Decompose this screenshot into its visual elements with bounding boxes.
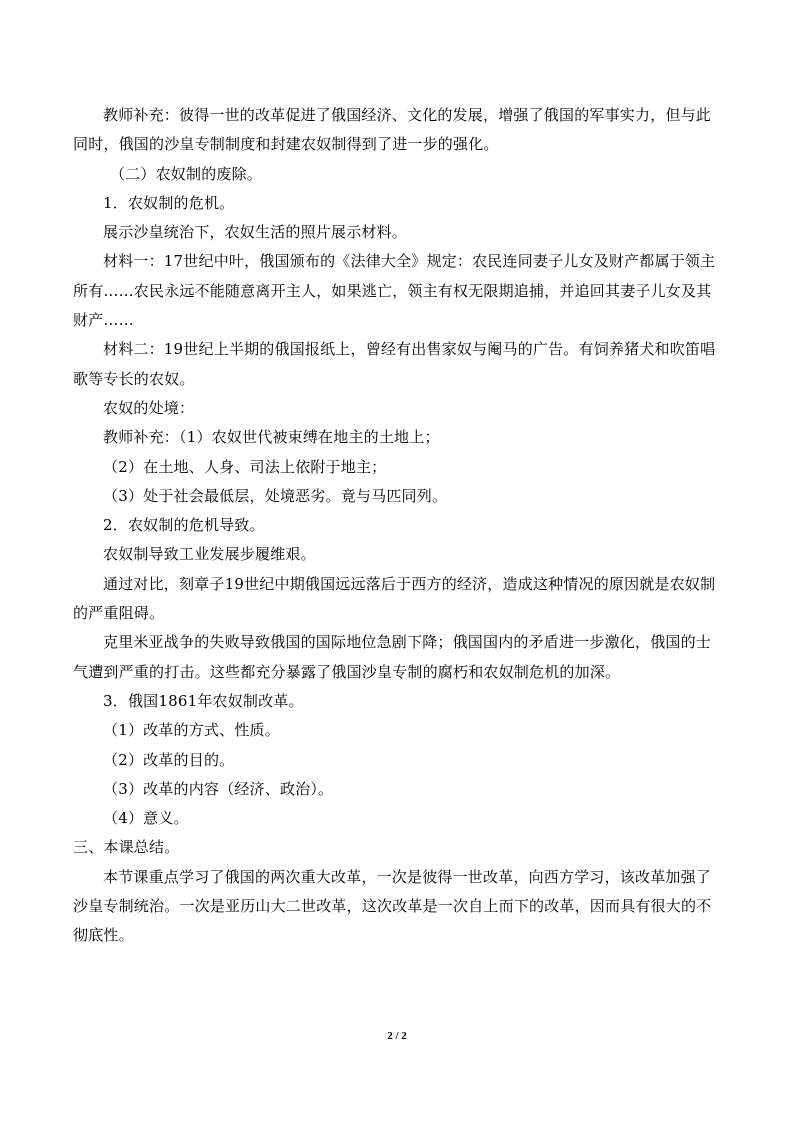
paragraph-industry-hindered: 农奴制导致工业发展步履维艰。 (103, 545, 316, 564)
page-number: 2 / 2 (387, 1030, 407, 1042)
list-item-reform-3: （3）改革的内容（经济、政治）。 (103, 779, 334, 798)
paragraph-material-two: 材料二：19世纪上半期的俄国报纸上，曾经有出售家奴与阉马的广告。有饲养猪犬和吹笛唱歌等专长的农奴。 (73, 340, 716, 388)
paragraph-comparison: 通过对比，刻章子19世纪中期俄国远远落后于西方的经济，造成这种情况的原因就是农奴制的严重阻碍。 (73, 574, 716, 623)
subheading-serfdom-crisis: 1．农奴制的危机。 (103, 193, 235, 212)
document-body (73, 101, 723, 951)
list-item-situation-3: （3）处于社会最低层，处境恶劣。竟与马匹同列。 (103, 486, 448, 505)
list-item-reform-4: （4）意义。 (103, 809, 189, 828)
paragraph-teacher-supplement-peter: 教师补充：彼得一世的改革促进了俄国经济、文化的发展，增强了俄国的军事实力，但与此同时，俄国的沙皇专制制度和封建农奴制得到了进一步的强化。 (73, 106, 712, 154)
paragraph-serf-situation: 农奴的处境： (103, 398, 195, 417)
paragraph-material-one: 材料一：17世纪中叶，俄国颁布的《法律大全》规定：农民连同妻子儿女及财产都属于领主所有……农民永远不能随意离开主人，如果逃亡，领主有权无限期追捕，并追回其妻子儿女及其财产…… (73, 252, 716, 330)
paragraph-show-photos: 展示沙皇统治下，农奴生活的照片展示材料。 (103, 223, 408, 242)
paragraph-summary: 本节课重点学习了俄国的两次重大改革，一次是彼得一世改革，向西方学习，该改革加强了沙皇专制统治。一次是亚历山大二世改革，这次改革是一次自上而下的改革，因而具有很大的不彻底性。 (73, 867, 712, 945)
section-heading-serfdom-abolition: （二）农奴制的废除。 (110, 164, 263, 183)
list-item-reform-1: （1）改革的方式、性质。 (103, 721, 280, 740)
list-item-situation-2: （2）在土地、人身、司法上依附于地主； (103, 457, 387, 476)
section-heading-summary: 三、本课总结。 (73, 838, 180, 857)
list-item-reform-2: （2）改革的目的。 (103, 750, 235, 769)
list-item-situation-1: 教师补充：（1）农奴世代被束缚在地主的土地上； (103, 428, 440, 447)
subheading-1861-reform: 3．俄国1861年农奴制改革。 (103, 691, 304, 710)
paragraph-crimean-war: 克里米亚战争的失败导致俄国的国际地位急剧下降；俄国国内的矛盾进一步激化，俄国的士气遭到严重的打击。这些都充分暴露了俄国沙皇专制的腐朽和农奴制危机的加深。 (73, 633, 712, 681)
subheading-crisis-result: 2．农奴制的危机导致。 (103, 516, 265, 535)
